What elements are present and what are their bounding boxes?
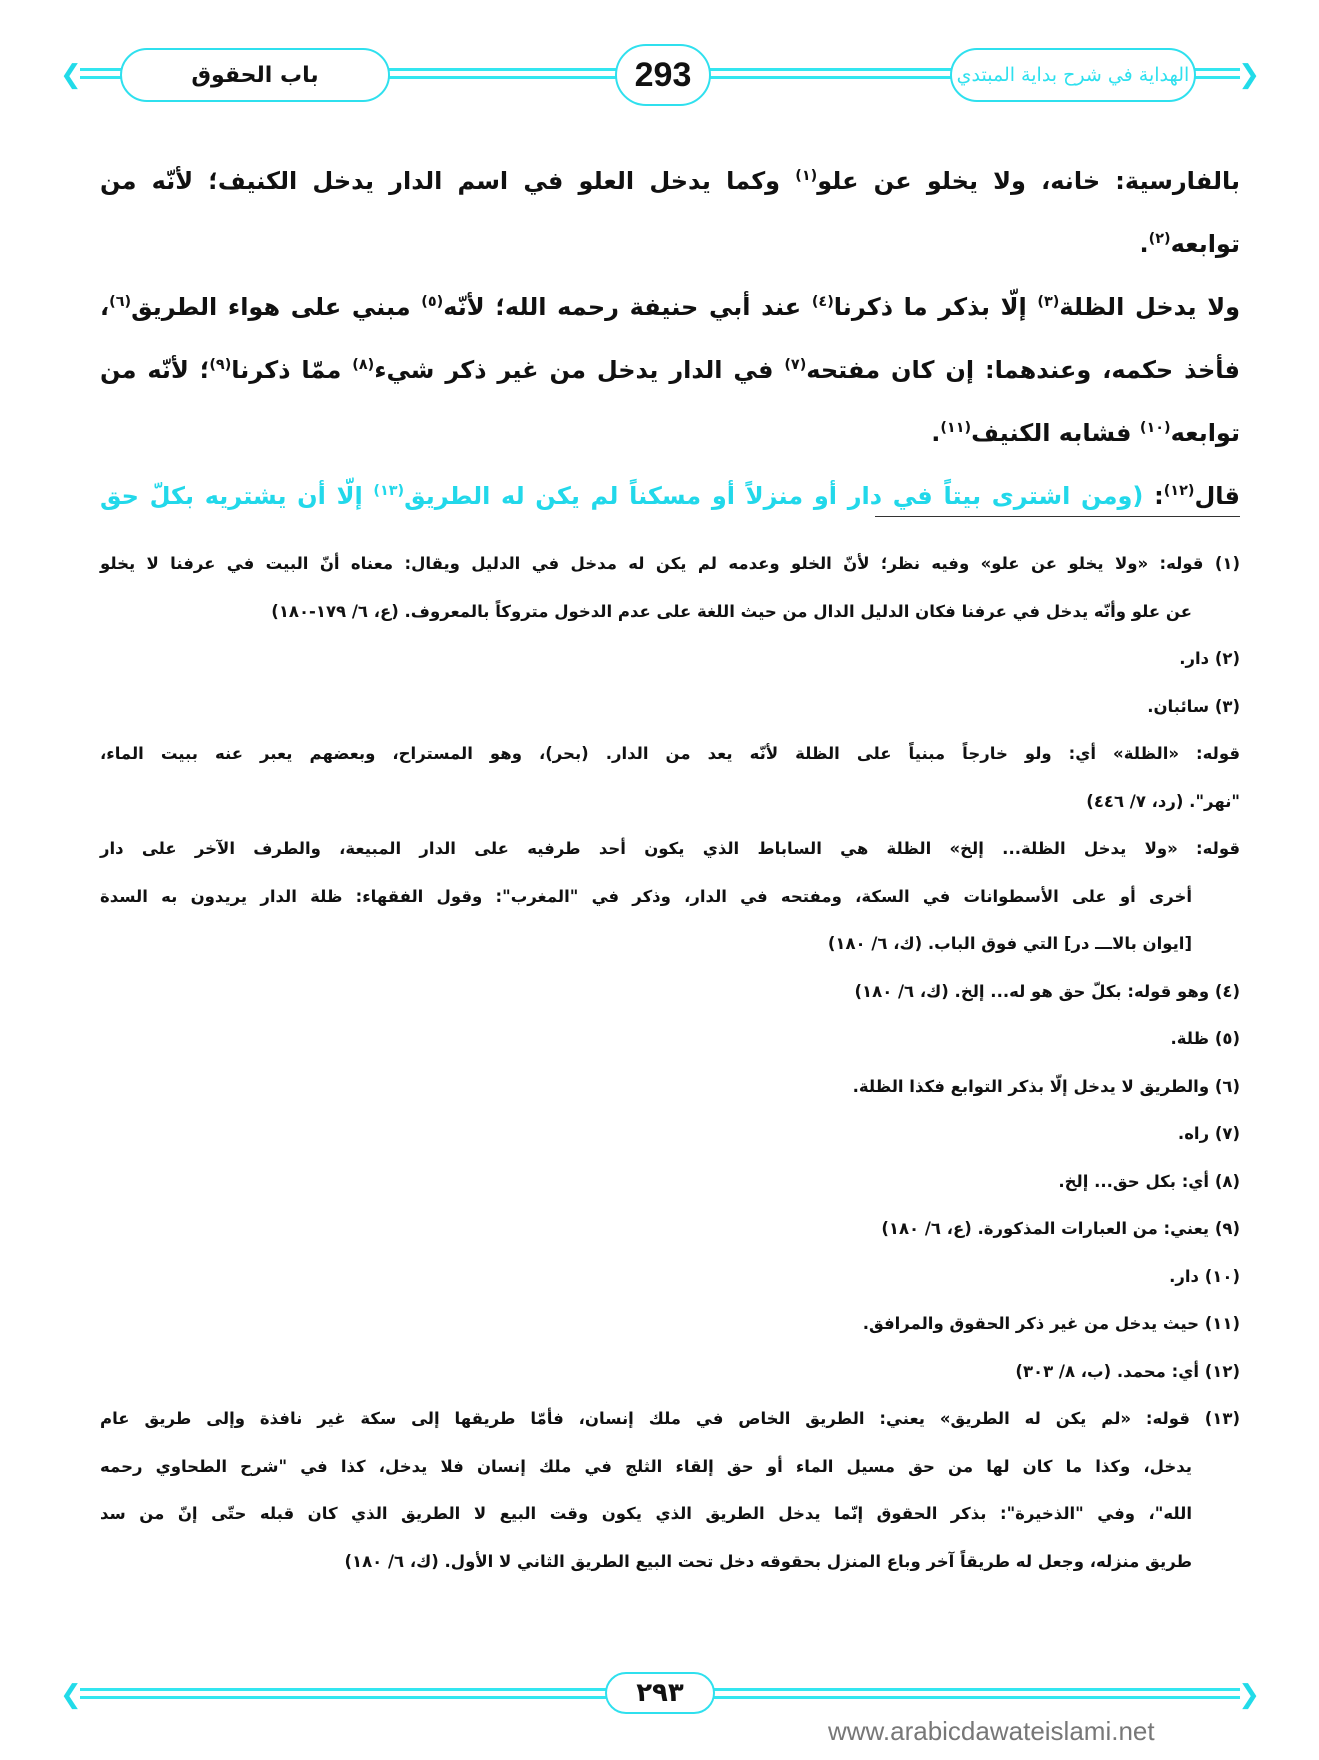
text-line (100, 920, 1240, 968)
text-line (100, 276, 1240, 339)
text-line (100, 778, 1240, 826)
page-number: 293 (634, 55, 692, 94)
footnote-ref: (٦) (109, 294, 132, 310)
text-run: (٦) والطريق لا يدخل إلّا بذكر التوابع فكذا الظلة. (852, 1076, 1240, 1096)
footnote-ref: (٣) (1037, 294, 1060, 310)
text-run: فأخذ حكمه، وعندهما: إن كان مفتحه (806, 356, 1241, 384)
footnote-divider (875, 516, 1240, 517)
text-run: عن علو وأنّه يدخل في عرفنا فكان الدليل الدال من حيث اللغة على عدم الدخول متروكاً بالمعروف. (ع، ٦/ ١٧٩-١٨٠) (271, 601, 1192, 621)
chapter-title: باب الحقوق (191, 62, 319, 88)
text-line (100, 540, 1240, 588)
text-run: "نهر". (رد، ٧/ ٤٤٦) (1086, 791, 1240, 811)
text-run: فشابه الكنيف (971, 419, 1140, 447)
text-line (100, 873, 1240, 921)
text-run: . (1139, 230, 1149, 258)
footer-page-number-box (605, 1672, 715, 1714)
ornament-icon: ❯ (1238, 1680, 1260, 1710)
text-run: (٢) دار. (1179, 649, 1240, 668)
text-run: يدخل، وكذا ما كان لها من حق مسيل الماء أو حق إلقاء الثلج في ملك إنسان فلا يدخل، كذا في "شرح الطحاوي رحمه (100, 1456, 1192, 1476)
book-title: الهداية في شرح بداية المبتدي (956, 64, 1190, 86)
text-run: إلّا بذكر ما ذكرنا (833, 293, 1038, 321)
footnote-ref: (٨) (352, 357, 375, 373)
footnote-ref: (٧) (784, 357, 807, 373)
text-run: توابعه (1170, 419, 1240, 447)
quoted-matn: إلّا أن يشتريه بكلّ حق (100, 482, 374, 510)
text-line (100, 402, 1240, 465)
ornament-icon: ❮ (60, 1680, 82, 1710)
footnote-ref: (١٢) (1163, 483, 1195, 499)
text-line (100, 1538, 1240, 1586)
text-line (100, 1015, 1240, 1063)
text-run: قوله: «الظلة» أي: ولو خارجاً مبنياً على الظلة لأنّه يعد من الدار. (بحر)، وهو المستراح، وبعضهم يعبر عنه ببيت الماء، (100, 744, 1240, 763)
main-text (100, 150, 1240, 528)
footnote-ref: (٤) (811, 294, 834, 310)
text-run: . (931, 419, 941, 447)
text-run: قوله: «ولا يدخل الظلة... إلخ» الظلة هي الساباط الذي يكون أحد طرفيه على الدار المبيعة، والطرف الآخر على دار (100, 839, 1240, 858)
text-run: (٤) وهو قوله: بكلّ حق هو له... إلخ. (ك، ٦/ ١٨٠) (854, 981, 1240, 1001)
text-line (100, 1253, 1240, 1301)
text-run: مبني على هواء الطريق (131, 293, 422, 321)
footnote-ref: (١١) (940, 420, 972, 436)
text-run: قال (1194, 482, 1241, 510)
text-run: (١٢) أي: محمد. (ب، ٨/ ٣٠٣) (1015, 1361, 1240, 1381)
website-url[interactable]: www.arabicdawateislami.net (828, 1716, 1155, 1746)
page-header (60, 48, 1260, 106)
text-line (100, 1348, 1240, 1396)
text-run: الله"، وفي "الذخيرة": بذكر الحقوق إنّما يدخل الطريق الذي يكون وقت البيع لا الطريق الذي كان قبله حتّى إنّ من سد (100, 1504, 1192, 1523)
text-run: عند أبي حنيفة رحمه الله؛ لأنّه (443, 293, 812, 321)
ornament-icon: ❯ (1238, 60, 1260, 90)
text-run: (٥) ظلة. (1170, 1029, 1240, 1048)
footnote-ref: (١) (795, 168, 818, 184)
text-line (100, 1490, 1240, 1538)
text-line (100, 730, 1240, 778)
text-run: (١٣) قوله: «لم يكن له الطريق» يعني: الطريق الخاص في ملك إنسان، فأمّا طريقها إلى سكة غير نافذة وإلى طريق عام (100, 1409, 1240, 1428)
text-run: ، (100, 293, 110, 321)
text-line (100, 1395, 1240, 1443)
text-line (100, 1063, 1240, 1111)
text-line (100, 683, 1240, 731)
text-run: (١١) حيث يدخل من غير ذكر الحقوق والمرافق. (862, 1314, 1240, 1333)
book-title-box (950, 48, 1196, 102)
text-run: طريق منزله، وجعل له طريقاً آخر وباع المنزل بحقوقه دخل تحت البيع الطريق الثاني لا الأول. (ك، ٦/ ١٨٠) (344, 1551, 1192, 1571)
text-line (100, 1110, 1240, 1158)
text-run: بالفارسية: خانه، ولا يخلو عن علو (817, 167, 1240, 195)
footnote-ref: (٥) (421, 294, 444, 310)
footnotes (100, 540, 1240, 1585)
ornament-icon: ❮ (60, 60, 82, 90)
quoted-matn: (ومن اشترى بيتاً في دار أو منزلاً أو مسكناً لم يكن له الطريق (404, 482, 1144, 510)
footnote-ref: (١٣) (373, 483, 405, 499)
text-run: ؛ لأنّه من (100, 356, 210, 384)
page-footer (60, 1672, 1260, 1716)
text-run: (٨) أي: بكل حق... إلخ. (1058, 1171, 1240, 1191)
text-run: ممّا ذكرنا (231, 356, 353, 384)
text-line (100, 150, 1240, 276)
text-run: ولا يدخل الظلة (1059, 293, 1240, 321)
text-run: أخرى أو على الأسطوانات في السكة، ومفتحه في الدار، وذكر في "المغرب": وقول الفقهاء: ظلة الدار يريدون به السدة (100, 886, 1192, 906)
text-line (100, 588, 1240, 636)
footer-page-number: ٢٩٣ (636, 1678, 684, 1708)
text-run: في الدار يدخل من غير ذكر شيء (374, 356, 785, 384)
text-line (100, 465, 1240, 528)
text-run: (٩) يعني: من العبارات المذكورة. (ع، ٦/ ١٨٠) (881, 1219, 1240, 1238)
text-line (100, 1443, 1240, 1491)
chapter-title-box (120, 48, 390, 102)
text-run: (٣) سائبان. (1147, 696, 1240, 716)
footnote-ref: (٢) (1148, 231, 1171, 247)
text-run: (١٠) دار. (1169, 1266, 1240, 1286)
text-line (100, 1158, 1240, 1206)
text-line (100, 825, 1240, 873)
footnote-ref: (١٠) (1139, 420, 1171, 436)
text-run: [ايوان بالاـــ در] التي فوق الباب. (ك، ٦/ ١٨٠) (827, 934, 1192, 953)
text-line (100, 1300, 1240, 1348)
text-line (100, 339, 1240, 402)
footnote-ref: (٩) (209, 357, 232, 373)
text-run: (٧) راه. (1177, 1124, 1240, 1143)
text-line (100, 1205, 1240, 1253)
text-run: وكما يدخل العلو في اسم الدار يدخل الكنيف؛ لأنّه من توابعه (100, 167, 1240, 258)
text-line (100, 968, 1240, 1016)
text-run: (١) قوله: «ولا يخلو عن علو» وفيه نظر؛ لأنّ الخلو وعدمه لم يكن له مدخل في الدليل ويقال: معناه أنّ البيت في عرفنا لا يخلو (100, 554, 1240, 573)
text-line (100, 635, 1240, 683)
page-number-box (615, 44, 711, 106)
text-run: : (1143, 482, 1164, 510)
